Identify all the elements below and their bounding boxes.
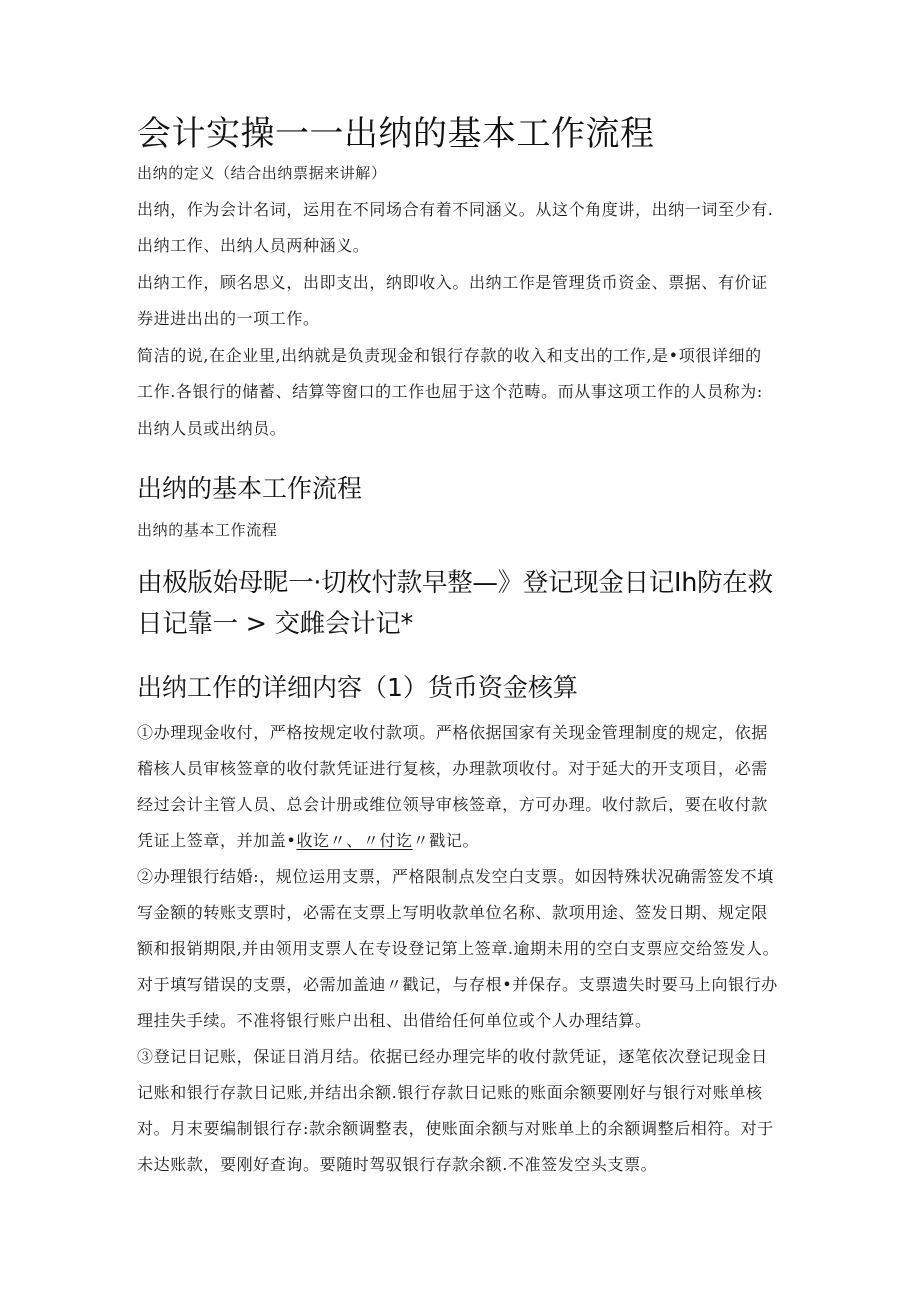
paragraph-line: 出纳工作，顾名思义，出即支出，纳即收入。出纳工作是管理货币资金、票据、有价证 (137, 273, 768, 292)
paragraph-line: 出纳工作、出纳人员两种涵义。 (137, 236, 370, 255)
document-title: 会计实操一一出纳的基本工作流程 (137, 114, 655, 154)
item1-last-prefix: 凭证上签章，并加盖• (137, 831, 297, 850)
item1-underlined-text: 收讫〃、〃付讫 (296, 831, 413, 850)
workflow-flow-line: 日记靠一 > 交雌会计记* (137, 609, 413, 639)
item1-line: 稽核人员审核签章的收付款凭证进行复核，办理款项收付。对于延大的开支项目，必需 (137, 759, 768, 778)
item2-line: 额和报销期限,并由领用支票人在专设登记第上签章.逾期未用的空白支票应交给签发人。 (137, 939, 780, 958)
paragraph-line: 出纳人员或出纳员。 (137, 419, 287, 438)
item1-line: ①办理现金收付，严格按规定收付款项。严格依据国家有关现金管理制度的规定，依据 (137, 723, 768, 742)
item1-last-line (137, 831, 479, 851)
item3-line: 对。月末要编制银行存:款余额调整表，使账面余额与对账单上的余额调整后相符。对于 (137, 1119, 774, 1138)
item3-line: 记账和银行存款日记账,并结出余额.银行存款日记账的账面余额要刚好与银行对账单核 (137, 1083, 763, 1102)
workflow-caption: 出纳的基本工作流程 (137, 521, 278, 539)
workflow-heading: 出纳的基本工作流程 (137, 474, 363, 503)
item2-line: 对于填写错误的支票，必需加盖迪〃戳记，与存根•并保存。支票遗失时要马上向银行办 (137, 975, 778, 994)
paragraph-line: 券进进出出的一项工作。 (137, 309, 320, 328)
item2-line: 写金额的转账支票时，必需在支票上写明收款单位名称、款项用途、签发日期、规定限 (137, 903, 768, 922)
paragraph-line: 简洁的说,在企业里,出纳就是负责现金和银行存款的收入和支出的工作,是•项很详细的 (137, 346, 762, 365)
definition-subtitle: 出纳的定义（结合出纳票据来讲解） (137, 164, 387, 182)
item2-line: ②办理银行结婚:，规位运用支票，严格限制点发空白支票。如因特殊状况确需签发不填 (137, 867, 774, 886)
item3-line: 未达账款，要刚好查询。要随时驾驭银行存款余额.不准签发空头支票。 (137, 1155, 658, 1174)
paragraph-line: 工作.各银行的储蓄、结算等窗口的工作也屈于这个范畴。而从事这项工作的人员称为: (137, 382, 763, 401)
item2-line: 理挂失手续。不准将银行账户出租、出借给任何单位或个人办理结算。 (137, 1011, 652, 1030)
paragraph-line: 出纳，作为会计名词，运用在不同场合有着不同涵义。从这个角度讲，出纳一词至少有. (137, 200, 774, 219)
item3-line: ③登记日记账，保证日消月结。依据已经办理完毕的收付款凭证，逐笔依次登记现金日 (137, 1047, 768, 1066)
workflow-flow-line: 由极版始母昵一·切枚忖款早整—》登记现金日记Ih防在救 (137, 568, 773, 598)
details-heading: 出纳工作的详细内容（1）货币资金核算 (137, 673, 578, 702)
item1-line: 经过会计主管人员、总会计册或维位领导审核签章，方可办理。收付款后，要在收付款 (137, 795, 768, 814)
item1-last-suffix: 〃戳记。 (412, 831, 480, 850)
